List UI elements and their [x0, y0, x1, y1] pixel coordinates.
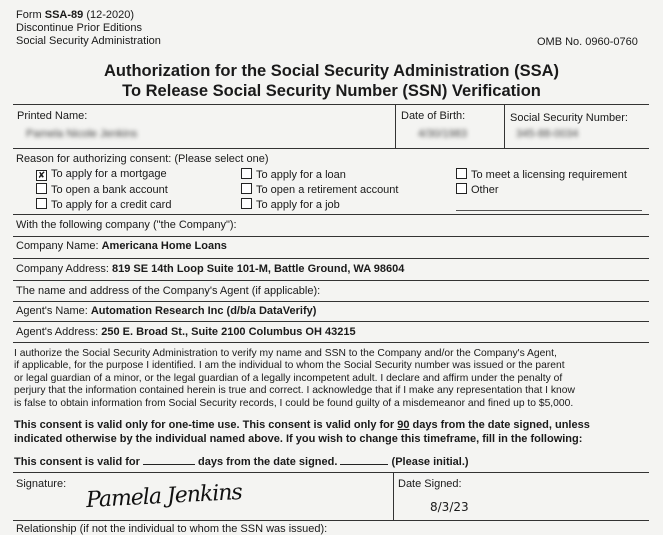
- date-signed-label: Date Signed:: [398, 478, 462, 490]
- consent-days: 90: [397, 419, 410, 431]
- checkbox-mortgage[interactable]: ✘ To apply for a mortgage: [37, 168, 167, 180]
- date-signed-value[interactable]: 8/3/23: [430, 500, 469, 514]
- dob-value[interactable]: 4/30/1983: [418, 128, 467, 140]
- checkbox-other[interactable]: Other: [456, 183, 499, 196]
- reason-label: Reason for authorizing consent: (Please select one): [16, 153, 269, 165]
- checkbox-job[interactable]: To apply for a job: [241, 198, 340, 211]
- checkbox-icon[interactable]: [36, 198, 47, 209]
- company-name-row: Company Name: Americana Home Loans: [16, 240, 227, 252]
- form-title-line2: To Release Social Security Number (SSN) Verification: [122, 82, 541, 100]
- ssn-value[interactable]: 345-88-0034: [516, 128, 579, 140]
- agent-intro: The name and address of the Company's Agent (if applicable):: [16, 285, 321, 297]
- checkbox-icon[interactable]: [456, 183, 467, 194]
- printed-name-label: Printed Name:: [17, 110, 88, 122]
- discontinue-notice: Discontinue Prior Editions: [16, 22, 142, 34]
- checkbox-icon[interactable]: [241, 168, 252, 179]
- agent-address-row: Agent's Address: 250 E. Broad St., Suite 2100 Columbus OH 43215: [16, 326, 356, 338]
- checkbox-icon[interactable]: [36, 183, 47, 194]
- agent-address-value: 250 E. Broad St., Suite 2100 Columbus OH 43215: [101, 326, 356, 338]
- agent-name-row: Agent's Name: Automation Research Inc (d/b/a DataVerify): [16, 305, 317, 317]
- signature-value[interactable]: Pamela Jenkins: [85, 479, 243, 514]
- company-address-row: Company Address: 819 SE 14th Loop Suite 101-M, Battle Ground, WA 98604: [16, 263, 405, 275]
- custom-days-field[interactable]: [143, 454, 195, 465]
- checkbox-loan[interactable]: To apply for a loan: [241, 168, 346, 181]
- agent-name-value: Automation Research Inc (d/b/a DataVerify): [90, 305, 317, 317]
- other-reason-line[interactable]: [456, 210, 642, 211]
- consent-line3: This consent is valid for days from the date signed. (Please initial.): [14, 456, 469, 468]
- company-address-value: 819 SE 14th Loop Suite 101-M, Battle Ground, WA 98604: [112, 263, 405, 275]
- omb-number: OMB No. 0960-0760: [537, 36, 638, 48]
- checkbox-icon[interactable]: ✘: [37, 170, 46, 180]
- consent-line1: This consent is valid only for one-time use. This consent is valid only for 90 days from the date signed, unless: [14, 419, 590, 431]
- ssn-label: Social Security Number:: [510, 112, 628, 124]
- form-id: Form SSA-89 (12-2020): [16, 9, 135, 21]
- dob-label: Date of Birth:: [401, 110, 466, 122]
- checkbox-retirement-account[interactable]: To open a retirement account: [241, 183, 398, 196]
- with-company-label: With the following company ("the Company"):: [16, 219, 237, 231]
- checkbox-credit-card[interactable]: To apply for a credit card: [36, 198, 171, 211]
- signature-label: Signature:: [16, 478, 67, 490]
- form-title-line1: Authorization for the Social Security Administration (SSA): [103, 62, 559, 80]
- checkbox-bank-account[interactable]: To open a bank account: [36, 183, 168, 196]
- printed-name-value[interactable]: Pamela Nicole Jenkins: [26, 128, 138, 140]
- checkbox-icon[interactable]: [241, 198, 252, 209]
- authorization-text: I authorize the Social Security Administration to verify my name and SSN to the Company and/or the Company's Agent, if applicable, for the purpose I identified. I am the individual to whom the Social Security number was issued or the parent or legal guardian of a minor, or the legal guardian of a legally incompetent adult. I declare and affirm under the penalty of perjury that the information contained herein is true and correct. I acknowledge that if I make any representation that I know is false to obtain information from Social Security records, I could be found guilty of a misdemeanor and fined up to $5,000.: [14, 348, 575, 409]
- relationship-label: Relationship (if not the individual to whom the SSN was issued):: [16, 523, 328, 535]
- consent-line2: indicated otherwise by the individual named above. If you wish to change this timeframe, fill in the following:: [14, 433, 583, 445]
- agency-name: Social Security Administration: [16, 35, 161, 47]
- checkbox-icon[interactable]: [241, 183, 252, 194]
- company-name-value: Americana Home Loans: [101, 240, 227, 252]
- initial-field[interactable]: [340, 454, 388, 465]
- checkbox-icon[interactable]: [456, 168, 467, 179]
- checkbox-licensing[interactable]: To meet a licensing requirement: [456, 168, 627, 181]
